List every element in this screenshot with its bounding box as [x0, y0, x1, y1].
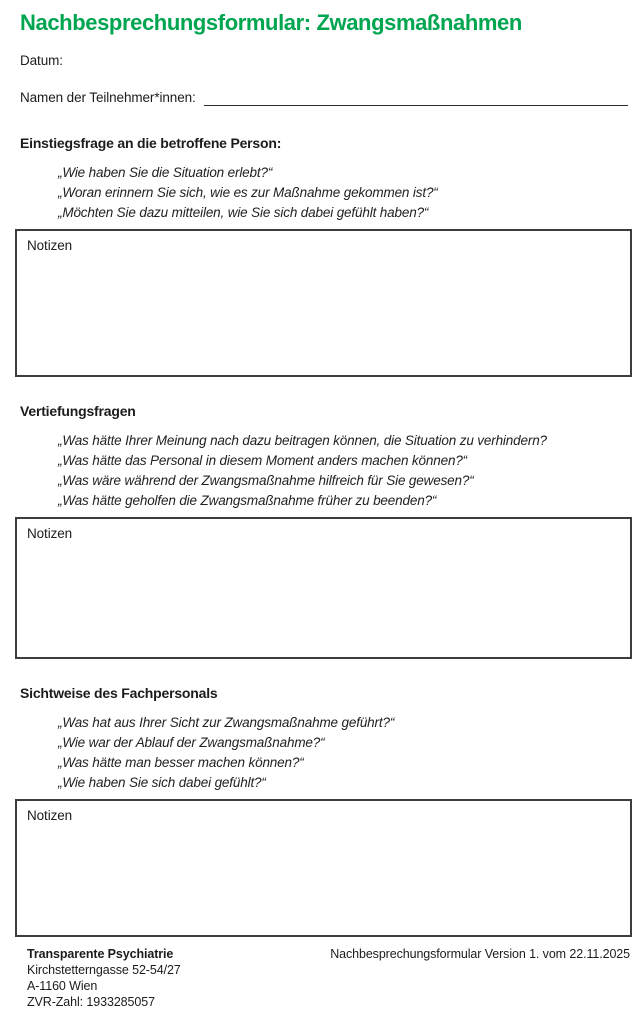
footer-org-name: Transparente Psychiatrie [27, 947, 174, 961]
notes-box[interactable] [15, 799, 632, 937]
notes-box[interactable] [15, 517, 632, 659]
section-heading: Vertiefungsfragen [20, 403, 136, 419]
section-heading: Sichtweise des Fachpersonals [20, 685, 218, 701]
question: „Was hätte Ihrer Meinung nach dazu beitragen können, die Situation zu verhindern? [58, 433, 547, 448]
section-staff-perspective [20, 685, 630, 937]
question: „Was wäre während der Zwangsmaßnahme hilfreich für Sie gewesen?“ [58, 473, 474, 488]
question: „Was hätte das Personal in diesem Moment anders machen können?“ [58, 453, 468, 468]
question: „Wie haben Sie sich dabei gefühlt?“ [58, 775, 266, 790]
question: „Was hätte geholfen die Zwangsmaßnahme früher zu beenden?“ [58, 493, 437, 508]
question-list [58, 431, 630, 511]
question: „Was hat aus Ihrer Sicht zur Zwangsmaßnahme geführt?“ [58, 715, 395, 730]
question: „Wie haben Sie die Situation erlebt?“ [58, 165, 273, 180]
question-list [58, 713, 630, 793]
question: „Möchten Sie dazu mitteilen, wie Sie sich dabei gefühlt haben?“ [58, 205, 429, 220]
footer-address-city: A-1160 Wien [27, 979, 98, 993]
page-title: Nachbesprechungsformular: Zwangsmaßnahmen [20, 10, 522, 35]
notes-box[interactable] [15, 229, 632, 377]
footer-zvr: ZVR-Zahl: 1933285057 [27, 995, 155, 1009]
participants-fill-line[interactable] [204, 91, 628, 106]
notes-label: Notizen [27, 808, 73, 823]
notes-label: Notizen [27, 526, 73, 541]
question: „Woran erinnern Sie sich, wie es zur Maßnahme gekommen ist?“ [58, 185, 438, 200]
question: „Wie war der Ablauf der Zwangsmaßnahme?“ [58, 735, 325, 750]
section-intro-question [20, 135, 630, 377]
date-field-row [20, 53, 630, 69]
section-heading: Einstiegsfrage an die betroffene Person: [20, 135, 282, 151]
footer-version-note: Nachbesprechungsformular Version 1. vom 22.11.2025 [330, 947, 630, 961]
notes-label: Notizen [27, 238, 73, 253]
page-footer [20, 946, 630, 1010]
section-deepening-questions [20, 403, 630, 659]
footer-org-block [20, 946, 181, 1010]
participants-label: Namen der Teilnehmer*innen: [20, 90, 196, 105]
question-list [58, 163, 630, 223]
question: „Was hätte man besser machen können?“ [58, 755, 304, 770]
footer-address-street: Kirchstetterngasse 52-54/27 [27, 963, 181, 977]
date-label: Datum: [20, 53, 63, 68]
participants-field-row [20, 90, 630, 106]
